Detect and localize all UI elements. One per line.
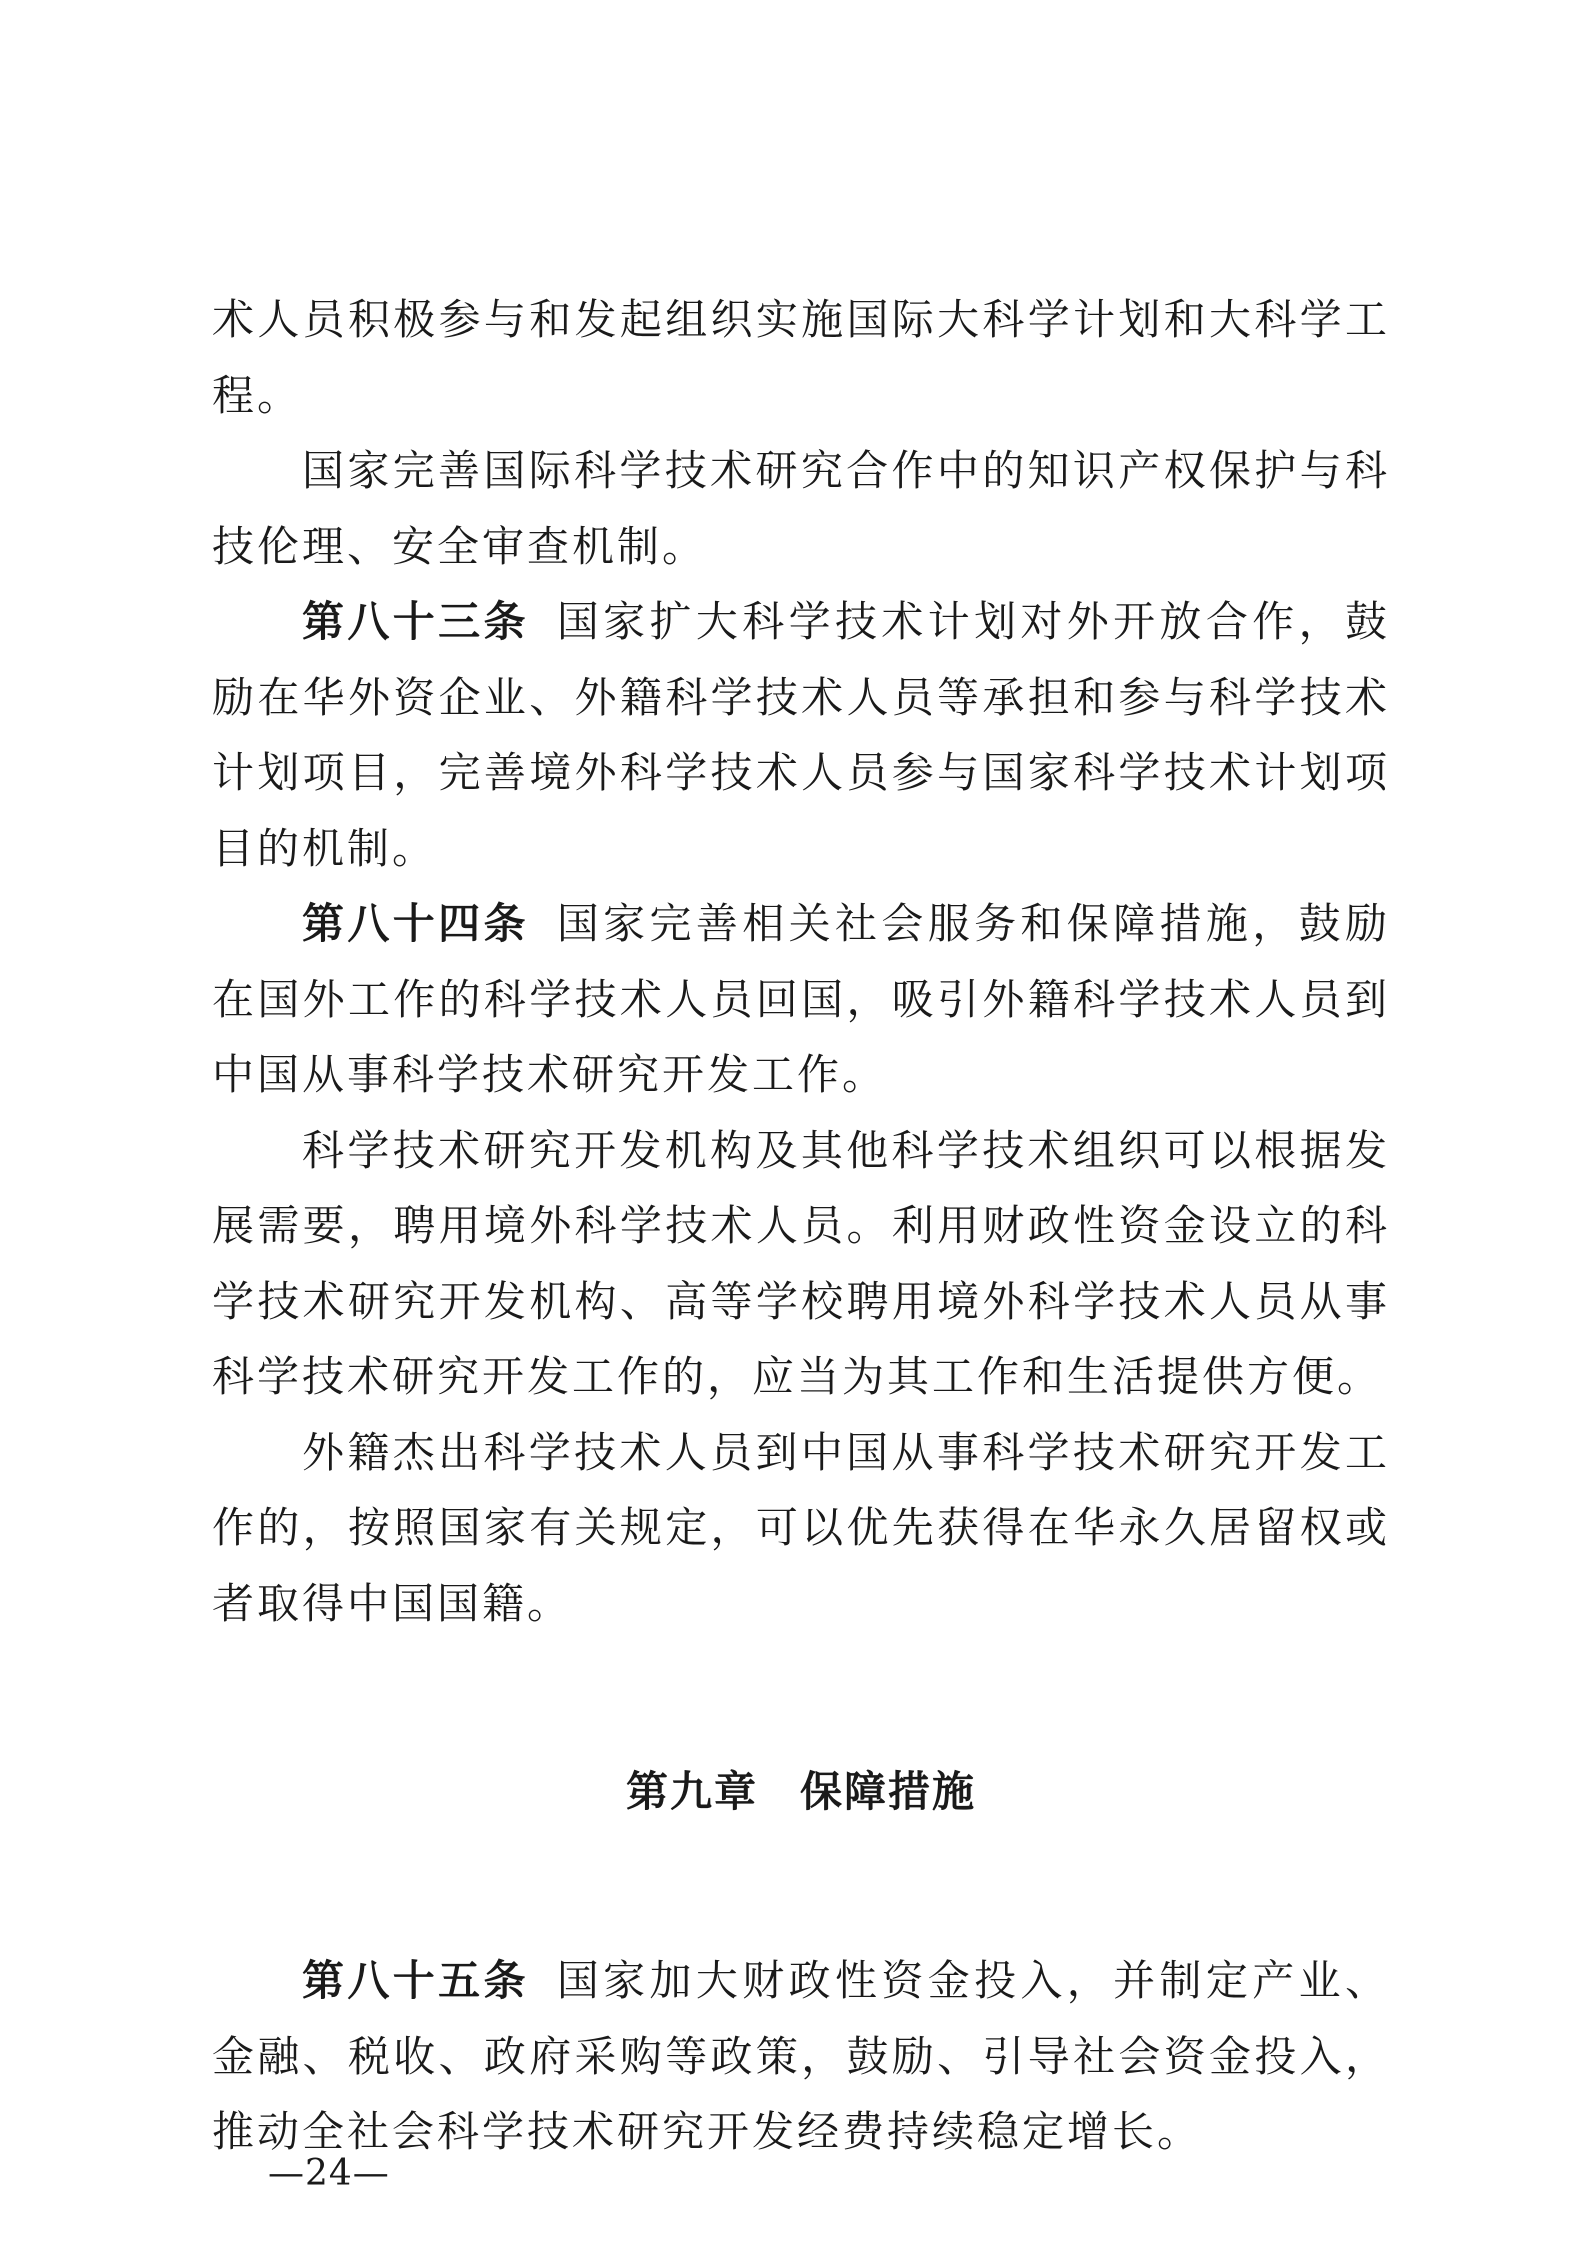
- paragraph-text: 国家完善国际科学技术研究合作中的知识产权保护与科技伦理、安全审查机制。: [212, 446, 1390, 571]
- article-number: 第八十四条: [302, 899, 529, 948]
- article-paragraph: [212, 1943, 1390, 2170]
- page-number: —24—: [268, 2153, 390, 2194]
- paragraph-text: 科学技术研究开发机构及其他科学技术组织可以根据发展需要，聘用境外科学技术人员。利用财政性资金设立的科学技术研究开发机构、高等学校聘用境外科学技术人员从事科学技术研究开发工作的，应当为其工作和生活提供方便。: [212, 1125, 1390, 1401]
- body-paragraph: [212, 433, 1390, 584]
- paragraph-text: 术人员积极参与和发起组织实施国际大科学计划和大科学工程。: [212, 295, 1390, 420]
- document-body: [212, 282, 1390, 2170]
- article-paragraph: [212, 886, 1390, 1113]
- body-paragraph: [212, 1415, 1390, 1642]
- body-paragraph: [212, 1113, 1390, 1415]
- paragraph-text: 外籍杰出科学技术人员到中国从事科学技术研究开发工作的，按照国家有关规定，可以优先获得在华永久居留权或者取得中国国籍。: [212, 1427, 1390, 1628]
- article-number: 第八十五条: [302, 1956, 529, 2005]
- paragraphs-before: [212, 282, 1390, 1641]
- chapter-number: 第九章: [625, 1767, 758, 1816]
- chapter-heading: [212, 1641, 1390, 1943]
- paragraph-text: 国家加大财政性资金投入，并制定产业、金融、税收、政府采购等政策，鼓励、引导社会资金投入，推动全社会科学技术研究开发经费持续稳定增长。: [212, 1956, 1390, 2156]
- paragraph-text: 国家扩大科学技术计划对外开放合作，鼓励在华外资企业、外籍科学技术人员等承担和参与科学技术计划项目，完善境外科学技术人员参与国家科学技术计划项目的机制。: [212, 597, 1390, 873]
- paragraph-text: 国家完善相关社会服务和保障措施，鼓励在国外工作的科学技术人员回国，吸引外籍科学技术人员到中国从事科学技术研究开发工作。: [212, 899, 1390, 1099]
- paragraphs-after: [212, 1943, 1390, 2170]
- article-paragraph: [212, 584, 1390, 886]
- chapter-title: 保障措施: [800, 1767, 977, 1816]
- body-paragraph: [212, 282, 1390, 433]
- article-number: 第八十三条: [302, 597, 529, 646]
